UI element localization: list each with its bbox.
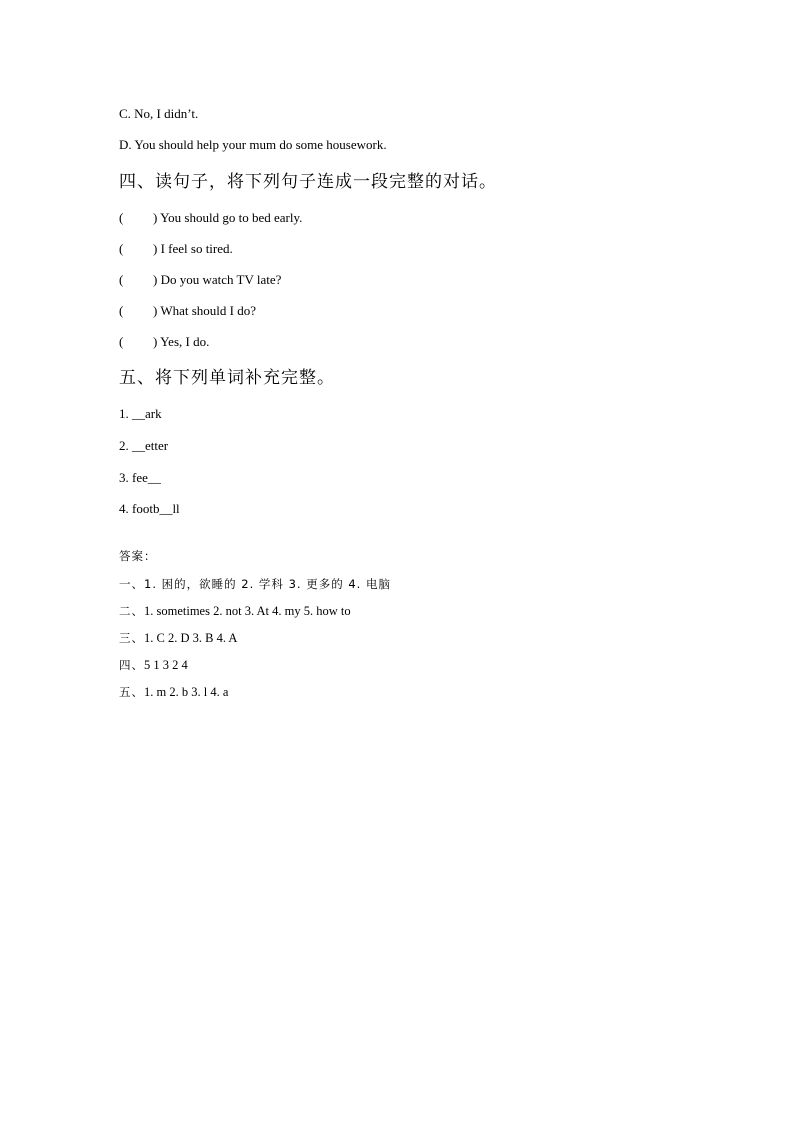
answers-label: 答案： [119,549,157,563]
answer-text: 1. m 2. b 3. l 4. a [144,685,229,699]
answer-text: 1. C 2. D 3. B 4. A [144,631,238,645]
option-d: D. You should help your mum do some housework. [119,137,387,152]
blank-open-paren: ( [119,241,124,256]
section5-title: 五、将下列单词补充完整。 [119,368,335,388]
answer-prefix: 四、 [119,658,144,672]
answer-text: 5 1 3 2 4 [144,658,188,672]
answer-text: 1. 困的，欲睡的 2. 学科 3. 更多的 4. 电脑 [144,577,391,591]
answer-row [119,603,351,619]
word-item: 4. footb__ll [119,501,180,516]
dialogue-text: ) What should I do? [153,303,257,318]
word-item: 2. __etter [119,438,169,453]
dialogue-text: ) I feel so tired. [153,241,233,256]
dialogue-item [119,303,256,319]
answer-row [119,630,237,646]
dialogue-item [119,241,233,257]
answer-text: 1. sometimes 2. not 3. At 4. my 5. how to [144,604,351,618]
blank-open-paren: ( [119,210,124,225]
answer-prefix: 二、 [119,604,144,618]
answer-row [119,657,188,673]
dialogue-text: ) Do you watch TV late? [153,272,282,287]
dialogue-item [119,210,302,226]
answer-prefix: 三、 [119,631,144,645]
dialogue-text: ) You should go to bed early. [153,210,303,225]
blank-open-paren: ( [119,334,124,349]
answer-row [119,576,391,592]
section4-title: 四、读句子，将下列句子连成一段完整的对话。 [119,172,497,192]
answer-row [119,684,228,700]
blank-open-paren: ( [119,272,124,287]
dialogue-item [119,334,209,350]
answer-prefix: 一、 [119,577,144,591]
dialogue-item [119,272,281,288]
dialogue-text: ) Yes, I do. [153,334,210,349]
word-item: 3. fee__ [119,470,161,485]
word-item: 1. __ark [119,406,162,421]
blank-open-paren: ( [119,303,124,318]
answer-prefix: 五、 [119,685,144,699]
option-c: C. No, I didn’t. [119,106,199,121]
